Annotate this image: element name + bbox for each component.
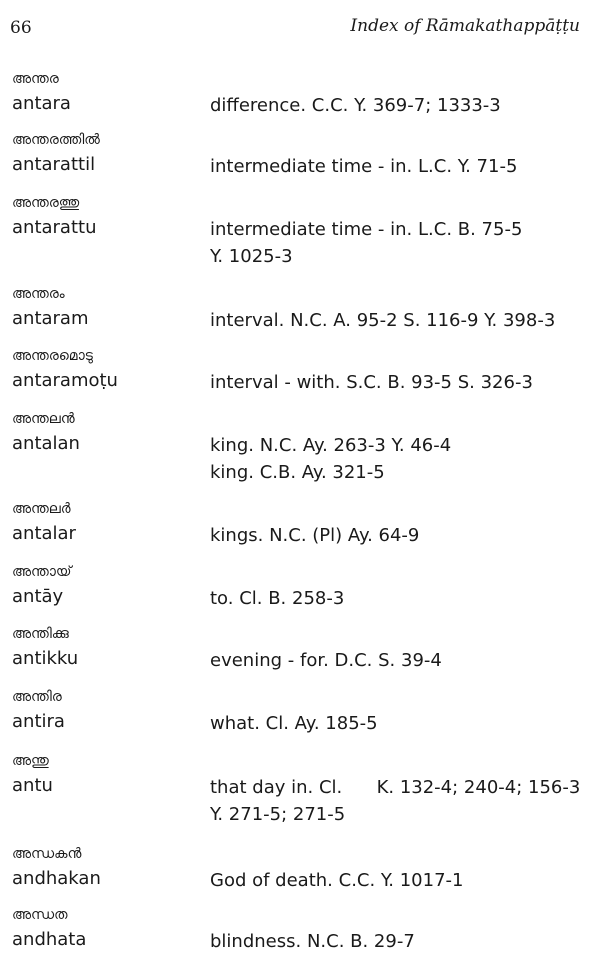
transliteration: andhata (12, 929, 87, 950)
gloss (210, 432, 451, 486)
gloss-line: kings. N.C. (Pl) Ay. 64-9 (210, 525, 420, 546)
gloss-line: Y. 1025-3 (210, 246, 293, 267)
malayalam-headword: അന്ധകൻ (12, 846, 82, 862)
gloss (210, 647, 442, 674)
gloss (210, 710, 378, 737)
gloss (210, 369, 533, 396)
transliteration: antāy (12, 586, 64, 607)
gloss (210, 153, 517, 180)
gloss-line: king. N.C. Ay. 263-3 Y. 46-4 (210, 435, 452, 456)
gloss-line: intermediate time - in. L.C. Y. 71-5 (210, 156, 518, 177)
gloss (210, 216, 522, 270)
page-number: 66 (10, 18, 32, 38)
malayalam-headword: അന്തലൻ (12, 411, 75, 427)
malayalam-headword: അന്തരത്തു (12, 195, 80, 211)
malayalam-headword: അന്തിര (12, 689, 62, 705)
malayalam-headword: അന്തു (12, 753, 49, 769)
gloss-line: God of death. C.C. Y. 1017-1 (210, 870, 464, 891)
gloss-line: to. Cl. B. 258-3 (210, 588, 345, 609)
gloss (210, 522, 419, 549)
malayalam-headword: അന്തലർ (12, 501, 71, 517)
transliteration: antu (12, 775, 53, 796)
gloss-line: king. C.B. Ay. 321-5 (210, 462, 385, 483)
malayalam-headword: അന്തര (12, 71, 59, 87)
gloss (210, 585, 344, 612)
transliteration: antaramoṭu (12, 370, 118, 391)
malayalam-headword: അന്തായ് (12, 564, 72, 580)
malayalam-headword: അന്തരം (12, 286, 65, 302)
gloss (210, 92, 501, 119)
gloss-line: blindness. N.C. B. 29-7 (210, 931, 415, 952)
gloss-line: interval - with. S.C. B. 93-5 S. 326-3 (210, 372, 533, 393)
gloss (210, 928, 415, 955)
transliteration: antarattil (12, 154, 96, 175)
transliteration: antikku (12, 648, 79, 669)
malayalam-headword: അന്തരമൊടു (12, 348, 93, 364)
transliteration: andhakan (12, 868, 101, 889)
transliteration: antira (12, 711, 65, 732)
gloss-line: intermediate time - in. L.C. B. 75-5 (210, 219, 523, 240)
gloss-line: what. Cl. Ay. 185-5 (210, 713, 378, 734)
transliteration: antarattu (12, 217, 97, 238)
transliteration: antalar (12, 523, 76, 544)
gloss-line: evening - for. D.C. S. 39-4 (210, 650, 442, 671)
malayalam-headword: അന്തിക്കു (12, 626, 69, 642)
gloss (210, 307, 555, 334)
running-title: Index of Rāmakathappāṭṭu (350, 16, 580, 36)
gloss-line: difference. C.C. Y. 369-7; 1333-3 (210, 95, 501, 116)
malayalam-headword: അന്തരത്തിൽ (12, 132, 100, 148)
gloss-line: interval. N.C. A. 95-2 S. 116-9 Y. 398-3 (210, 310, 556, 331)
transliteration: antalan (12, 433, 80, 454)
transliteration: antaram (12, 308, 89, 329)
malayalam-headword: അന്ധത (12, 907, 68, 923)
gloss (210, 867, 463, 894)
transliteration: antara (12, 93, 71, 114)
gloss (210, 774, 580, 828)
gloss-line: that day in. Cl. K. 132-4; 240-4; 156-3 (210, 777, 581, 798)
gloss-line: Y. 271-5; 271-5 (210, 804, 346, 825)
